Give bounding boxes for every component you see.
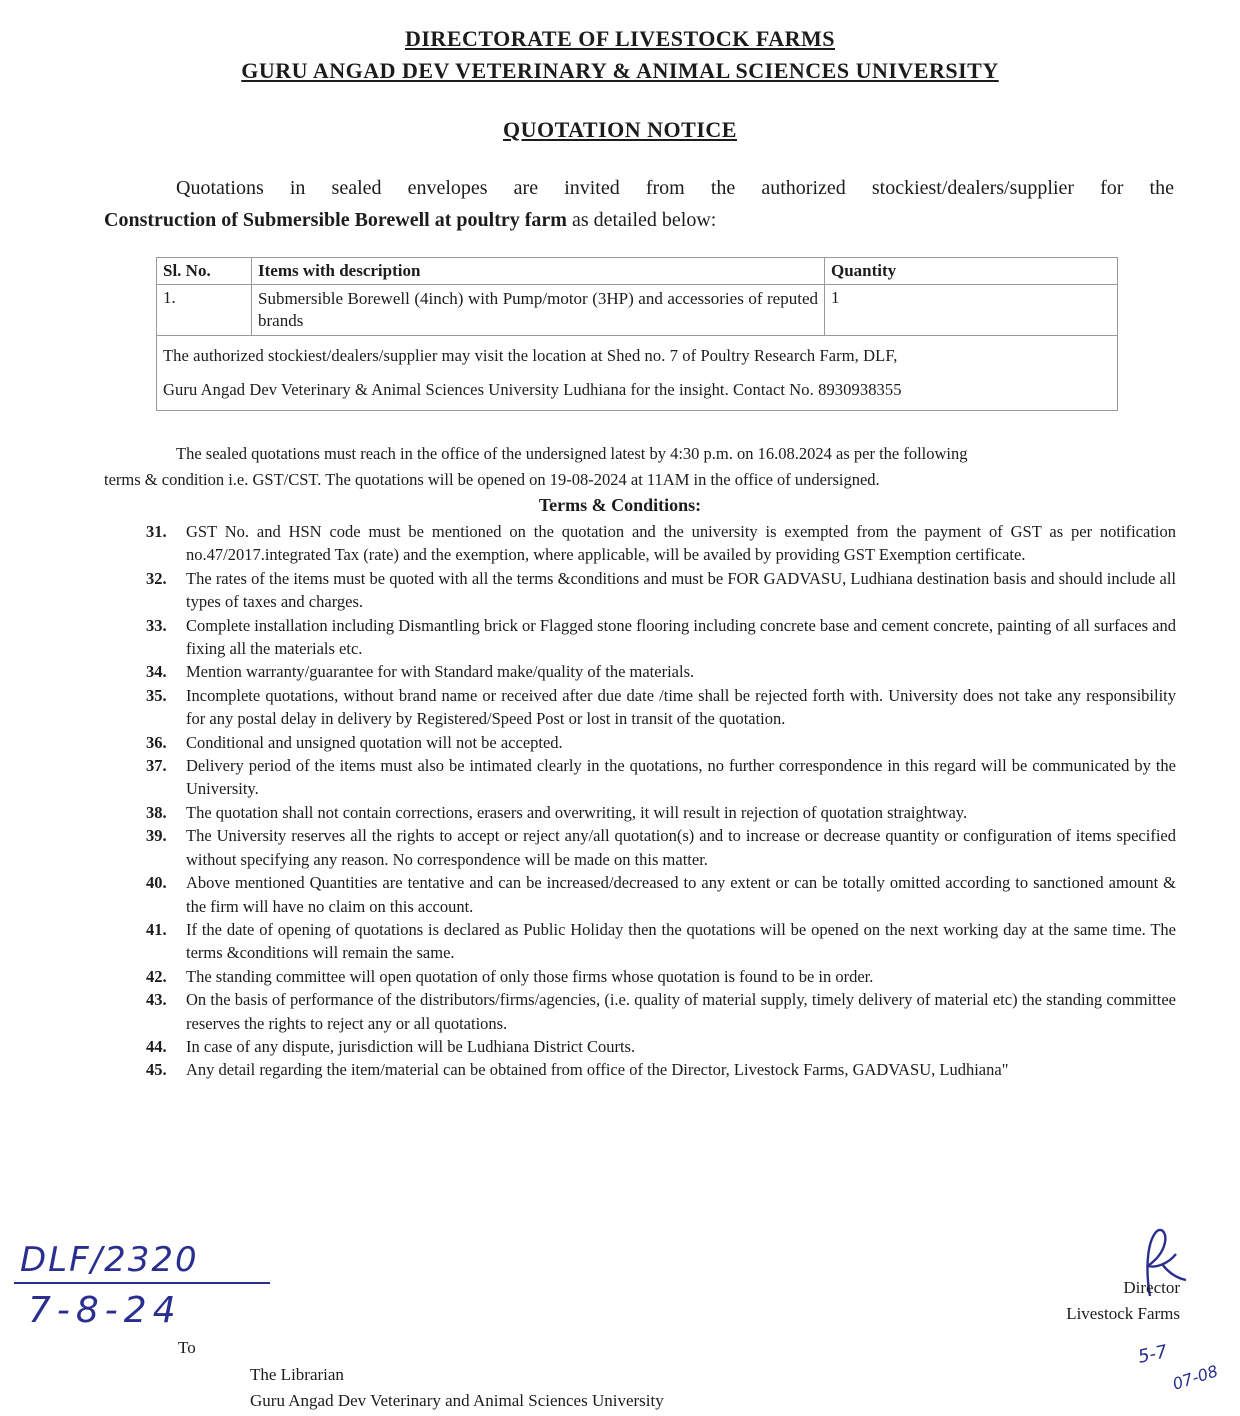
address-block: [250, 1362, 664, 1414]
term-number: 42.: [146, 966, 167, 986]
term-text: Conditional and unsigned quotation will not be accepted.: [186, 732, 563, 752]
term-number: 44.: [146, 1036, 167, 1056]
list-item: [146, 871, 1176, 918]
list-item: [146, 520, 1176, 567]
term-number: 40.: [146, 873, 167, 893]
term-number: 45.: [146, 1060, 167, 1080]
signatory-office: Livestock Farms: [1066, 1304, 1180, 1323]
term-number: 35.: [146, 685, 167, 705]
list-item: [146, 660, 1176, 683]
term-text: Mention warranty/guarantee for with Standard make/quality of the materials.: [186, 662, 695, 682]
term-text: In case of any dispute, jurisdiction will be Ludhiana District Courts.: [186, 1036, 636, 1056]
col-header-sl: Sl. No.: [157, 258, 252, 285]
cell-quantity: 1: [825, 285, 1118, 336]
term-text: If the date of opening of quotations is declared as Public Holiday then the quotations will be opened on the next working day at the same time. The terms &conditions will remain the same.: [186, 919, 1176, 963]
table-row: [157, 285, 1118, 336]
sealed-line-2: terms & condition i.e. GST/CST. The quotations will be opened on 19-08-2024 at 11AM in the office of undersigned.: [104, 470, 880, 489]
term-text: The quotation shall not contain corrections, erasers and overwriting, it will result in rejection of quotation straightway.: [186, 802, 968, 822]
intro-bold-subject: Construction of Submersible Borewell at poultry farm: [104, 209, 567, 231]
term-number: 32.: [146, 568, 167, 588]
term-text: Above mentioned Quantities are tentative and can be increased/decreased to any extent or can be totally omitted according to sanctioned amount & the firm will have no claim on this account.: [186, 873, 1176, 916]
handwritten-date: 7-8-24: [28, 1290, 182, 1331]
list-item: [146, 801, 1176, 824]
term-text: The rates of the items must be quoted with all the terms &conditions and must be FOR GADVASU, Ludhiana destination basis and should include all types of taxes and charges.: [186, 568, 1176, 612]
term-number: 37.: [146, 756, 167, 776]
to-label: To: [178, 1338, 196, 1357]
sealed-paragraph: [104, 441, 1174, 493]
sealed-line-1: The sealed quotations must reach in the office of the undersigned latest by 4:30 p.m. on 16.08.2024 as per the following: [176, 444, 968, 463]
terms-heading: Terms & Conditions:: [538, 495, 702, 515]
term-text: Delivery period of the items must also be intimated clearly in the quotations, no further correspondence in this regard will be communicated by the University.: [186, 756, 1176, 799]
intro-line-1: Quotations in sealed envelopes are invited from the authorized stockiest/dealers/supplier for the: [176, 177, 1174, 199]
list-item: [146, 918, 1176, 965]
intro-line-2: [104, 204, 1174, 236]
signatory-title: Director: [1123, 1278, 1180, 1297]
term-number: 41.: [146, 919, 167, 939]
term-number: 33.: [146, 615, 167, 635]
term-number: 31.: [146, 522, 167, 541]
cell-sl: 1.: [157, 285, 252, 336]
address-line-2: Guru Angad Dev Veterinary and Animal Sciences University: [250, 1391, 664, 1410]
term-number: 39.: [146, 826, 167, 846]
term-text: The University reserves all the rights to accept or reject any/all quotation(s) and to increase or decrease quantity or configuration of items specified without specifying any reason. No correspondence will be made on this matter.: [186, 826, 1176, 869]
visit-line-1: The authorized stockiest/dealers/supplier may visit the location at Shed no. 7 of Poultry Research Farm, DLF,: [163, 346, 898, 365]
table-header-row: [157, 258, 1118, 285]
term-number: 38.: [146, 802, 167, 822]
intro-paragraph: [104, 172, 1174, 236]
term-text: On the basis of performance of the distributors/firms/agencies, (i.e. quality of material supply, timely delivery of material etc) the standing committee reserves the rights to reject any or all quotations.: [186, 990, 1176, 1033]
header-university: GURU ANGAD DEV VETERINARY & ANIMAL SCIENCES UNIVERSITY: [241, 58, 999, 83]
term-text: The standing committee will open quotation of only those firms whose quotation is found to be in order.: [186, 966, 874, 986]
list-item: [146, 965, 1176, 988]
term-number: 36.: [146, 732, 167, 752]
list-item: [146, 731, 1176, 754]
list-item: [146, 684, 1176, 731]
term-number: 34.: [146, 662, 167, 682]
list-item: [146, 567, 1176, 614]
handwritten-underline: [14, 1282, 270, 1284]
list-item: [146, 988, 1176, 1035]
table-visit-row: [157, 336, 1118, 411]
col-header-description: Items with description: [252, 258, 825, 285]
address-line-1: The Librarian: [250, 1365, 344, 1384]
list-item: [146, 754, 1176, 801]
signatory-block: [1030, 1275, 1180, 1327]
term-text: Any detail regarding the item/material can be obtained from office of the Director, Livestock Farms, GADVASU, Ludhiana": [186, 1060, 1009, 1080]
notice-title: QUOTATION NOTICE: [503, 117, 737, 142]
handwritten-initial-date: 07-08: [1170, 1361, 1221, 1394]
term-text: GST No. and HSN code must be mentioned on the quotation and the university is exempted from the payment of GST as per notification no.47/2017.integrated Tax (rate) and the exemption, where applicable, will be availed by providing GST Exemption certificate.: [186, 522, 1176, 565]
cell-description: Submersible Borewell (4inch) with Pump/motor (3HP) and accessories of reputed brands: [252, 285, 825, 336]
terms-list: [146, 520, 1176, 1082]
handwritten-ref-number: DLF/2320: [20, 1240, 199, 1280]
list-item: [146, 824, 1176, 871]
col-header-quantity: Quantity: [825, 258, 1118, 285]
items-table: [156, 257, 1118, 411]
header-directorate: DIRECTORATE OF LIVESTOCK FARMS: [404, 26, 835, 51]
visit-note: [157, 336, 1118, 411]
visit-line-2: Guru Angad Dev Veterinary & Animal Sciences University Ludhiana for the insight. Contact No. 8930938355: [163, 380, 902, 399]
list-item: [146, 614, 1176, 661]
list-item: [146, 1058, 1176, 1081]
term-text: Incomplete quotations, without brand name or received after due date /time shall be rejected forth with. University does not take any responsibility for any postal delay in delivery by Registered/Speed Post or lost in transit of the quotation.: [186, 685, 1176, 729]
term-number: 43.: [146, 990, 167, 1010]
handwritten-initial-note: 5-7: [1136, 1341, 1170, 1368]
list-item: [146, 1035, 1176, 1058]
term-text: Complete installation including Dismantling brick or Flagged stone flooring including concrete base and cement concrete, painting of all surfaces and fixing all the materials etc.: [186, 615, 1176, 659]
intro-rest: as detailed below:: [566, 209, 717, 231]
